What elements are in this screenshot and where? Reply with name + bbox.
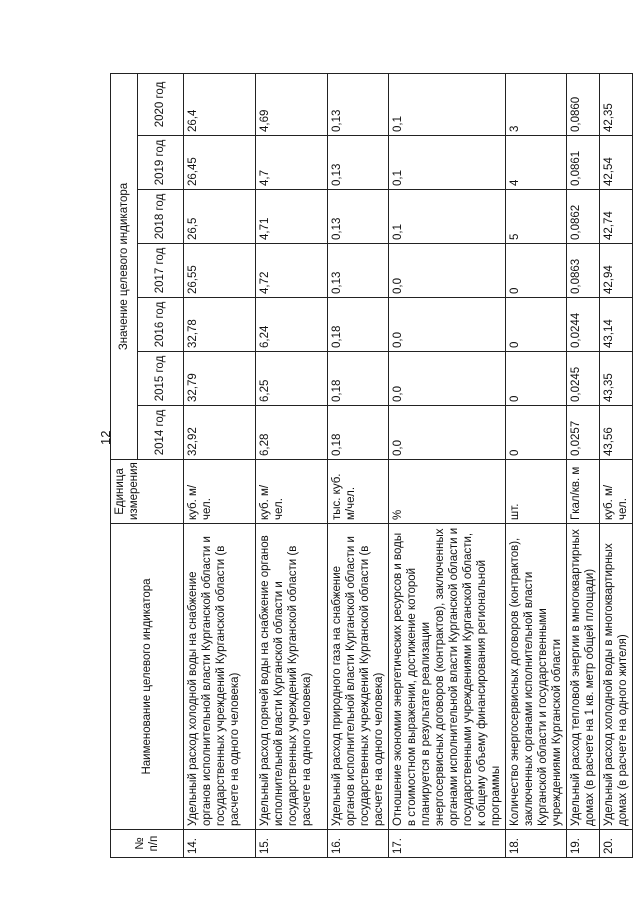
header-year-2019: 2019 год xyxy=(138,136,184,190)
header-unit: Единица измерения xyxy=(111,460,184,524)
row-value: 0,13 xyxy=(328,136,389,190)
row-value: 43,14 xyxy=(600,298,633,352)
header-name: Наименование целевого индикатора xyxy=(111,524,184,830)
row-value: 0,0 xyxy=(389,352,506,406)
row-value: 5 xyxy=(506,190,567,244)
row-name: Удельный расход горячей воды на снабжение органов исполнительной власти Курганской области и государственных учреждений Курганской области (в расчете на одного человека) xyxy=(256,524,328,830)
row-value: 4,72 xyxy=(256,244,328,298)
header-year-2020: 2020 год xyxy=(138,74,184,136)
row-value: 32,92 xyxy=(184,406,256,460)
header-year-2015: 2015 год xyxy=(138,352,184,406)
row-value: 0,0244 xyxy=(567,298,600,352)
row-value: 4,7 xyxy=(256,136,328,190)
row-num: 15. xyxy=(256,830,328,858)
row-value: 3 xyxy=(506,74,567,136)
row-unit: Гкал/кв. м xyxy=(567,460,600,524)
row-value: 43,56 xyxy=(600,406,633,460)
row-value: 0,18 xyxy=(328,406,389,460)
row-value: 26,4 xyxy=(184,74,256,136)
row-name: Удельный расход тепловой энергии в многоквартирных домах (в расчете на 1 кв. метр общей площади) xyxy=(567,524,600,830)
header-num: № п/п xyxy=(111,830,184,858)
row-num: 14. xyxy=(184,830,256,858)
row-num: 18. xyxy=(506,830,567,858)
row-value: 0,0 xyxy=(389,298,506,352)
row-value: 0,13 xyxy=(328,74,389,136)
header-year-2017: 2017 год xyxy=(138,244,184,298)
row-value: 0,0861 xyxy=(567,136,600,190)
row-value: 0,13 xyxy=(328,244,389,298)
indicator-table-container xyxy=(110,74,630,858)
row-num: 16. xyxy=(328,830,389,858)
row-unit: куб. м/чел. xyxy=(600,460,633,524)
row-name: Отношение экономии энергетических ресурсов и воды в стоимостном выражении, достижение которой планируется в результате реализации энергосервисных договоров (контрактов), заключенных органами исполнительной власти Курганской области и государственными учреждениями Курганской области, к общему объему финансирования региональной программы xyxy=(389,524,506,830)
row-value: 0,1 xyxy=(389,136,506,190)
row-value: 42,94 xyxy=(600,244,633,298)
row-value: 0 xyxy=(506,352,567,406)
row-value: 6,24 xyxy=(256,298,328,352)
header-year-2018: 2018 год xyxy=(138,190,184,244)
row-value: 42,74 xyxy=(600,190,633,244)
row-value: 4,71 xyxy=(256,190,328,244)
indicator-table xyxy=(110,73,633,858)
row-value: 0,18 xyxy=(328,352,389,406)
row-num: 17. xyxy=(389,830,506,858)
row-value: 0,0 xyxy=(389,244,506,298)
row-value: 6,25 xyxy=(256,352,328,406)
table-row xyxy=(256,74,328,858)
row-value: 4 xyxy=(506,136,567,190)
row-value: 43,35 xyxy=(600,352,633,406)
header-value-group: Значение целевого индикатора xyxy=(111,74,138,460)
row-value: 0,0257 xyxy=(567,406,600,460)
row-value: 6,28 xyxy=(256,406,328,460)
table-row xyxy=(506,74,567,858)
row-value: 0,13 xyxy=(328,190,389,244)
table-row xyxy=(600,74,633,858)
row-unit: тыс. куб. м/чел. xyxy=(328,460,389,524)
row-value: 0,0862 xyxy=(567,190,600,244)
row-value: 4,69 xyxy=(256,74,328,136)
page-number: 12 xyxy=(98,430,113,445)
row-unit: шт. xyxy=(506,460,567,524)
header-year-2016: 2016 год xyxy=(138,298,184,352)
row-value: 0,0 xyxy=(389,406,506,460)
row-value: 42,54 xyxy=(600,136,633,190)
row-value: 0 xyxy=(506,298,567,352)
row-unit: % xyxy=(389,460,506,524)
row-value: 26,45 xyxy=(184,136,256,190)
row-value: 32,79 xyxy=(184,352,256,406)
row-value: 0 xyxy=(506,244,567,298)
row-num: 19. xyxy=(567,830,600,858)
row-value: 0,0860 xyxy=(567,74,600,136)
row-value: 0,1 xyxy=(389,74,506,136)
row-value: 0,18 xyxy=(328,298,389,352)
row-num: 20. xyxy=(600,830,633,858)
header-year-2014: 2014 год xyxy=(138,406,184,460)
row-name: Удельный расход холодной воды в многоквартирных домах (в расчете на одного жителя) xyxy=(600,524,633,830)
row-name: Количество энергосервисных договоров (контрактов), заключенных органами исполнительной власти Курганской области и государственными учреждениями Курганской области xyxy=(506,524,567,830)
row-unit: куб. м/чел. xyxy=(184,460,256,524)
row-value: 0,0863 xyxy=(567,244,600,298)
row-value: 26,5 xyxy=(184,190,256,244)
table-row xyxy=(567,74,600,858)
row-name: Удельный расход природного газа на снабжение органов исполнительной власти Курганской области и государственных учреждений Курганской области (в расчете на одного человека) xyxy=(328,524,389,830)
row-value: 26,55 xyxy=(184,244,256,298)
row-value: 0,0245 xyxy=(567,352,600,406)
row-unit: куб. м/чел. xyxy=(256,460,328,524)
row-value: 0,1 xyxy=(389,190,506,244)
table-row xyxy=(328,74,389,858)
row-value: 0 xyxy=(506,406,567,460)
table-row xyxy=(389,74,506,858)
row-value: 42,35 xyxy=(600,74,633,136)
row-name: Удельный расход холодной воды на снабжение органов исполнительной власти Курганской области и государственных учреждений Курганской области (в расчете на одного человека) xyxy=(184,524,256,830)
table-row xyxy=(184,74,256,858)
row-value: 32,78 xyxy=(184,298,256,352)
